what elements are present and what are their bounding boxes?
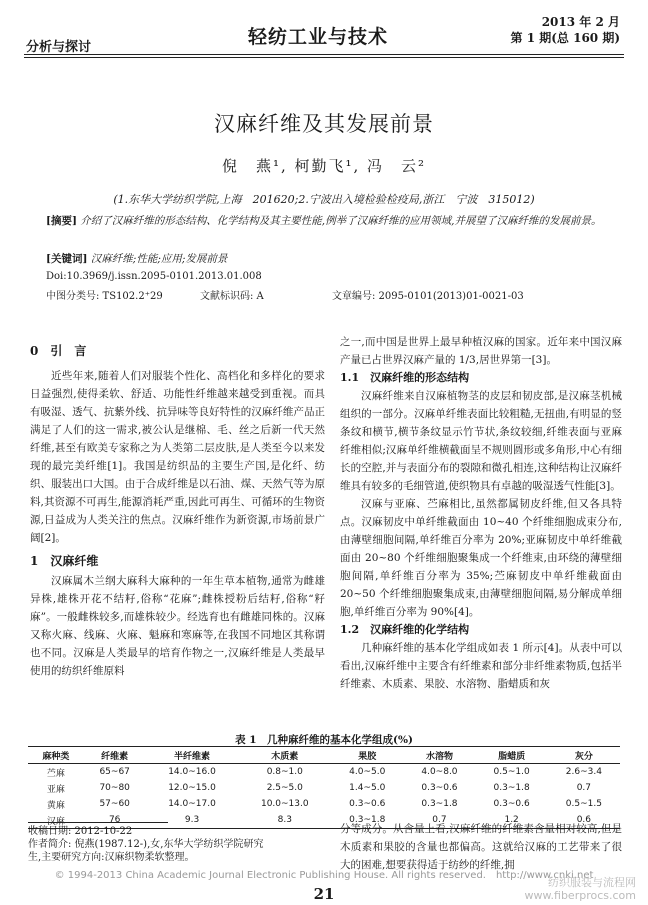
table-row (28, 796, 620, 812)
subsection-heading-1-1: 1.1 汉麻纤维的形态结构 (340, 371, 470, 384)
composition-table (28, 746, 620, 829)
table-cell: 0.5~1.5 (565, 799, 602, 809)
table-cell: 汉麻 (46, 816, 65, 827)
table-caption: 表 1 几种麻纤维的基本化学组成(%) (235, 734, 413, 746)
table-cell: 亚麻 (46, 784, 65, 795)
keywords-tag: [关键词] (46, 253, 88, 265)
left-column (30, 342, 325, 680)
column-header: 麻种类 (42, 751, 70, 762)
column-header: 木质素 (271, 751, 299, 762)
table-cell: 0.3~1.8 (493, 783, 530, 793)
keywords (46, 251, 227, 266)
paragraph: 汉麻属木兰纲大麻科大麻种的一年生草本植物,通常为雌雄异株,雄株开花不结籽,俗称“花麻”;雌株授粉后结籽,俗称“籽麻”。一般雌株较多,而雄株较少。经选育也有雌雄同株的。汉麻又称火麻、线麻、火麻、魁麻和寒麻等,在我国不同地区其称谓也不同。汉麻是人类最早的培育作物之一,汉麻纤维是人类最早使用的纺织纤维原料 (30, 575, 325, 677)
table-cell: 10.0~13.0 (260, 799, 309, 809)
table-cell: 0.3~1.8 (349, 815, 386, 825)
page-number: 21 (313, 885, 335, 903)
footnote (28, 825, 328, 864)
table-cell: 0.3~0.6 (493, 799, 530, 809)
table-row (28, 780, 620, 796)
column-header: 脂蜡质 (498, 751, 526, 762)
author-bio: 作者简介: 倪燕(1987.12-),女,东华大学纺织学院研究 (28, 839, 264, 850)
right-column (340, 333, 622, 693)
table-cell: 黄麻 (46, 800, 65, 811)
table-cell: 14.0~16.0 (168, 767, 216, 777)
table-cell: 1.2 (504, 815, 519, 825)
column-header: 半纤维素 (174, 751, 211, 762)
table-cell: 0.3~1.8 (421, 799, 458, 809)
issue-date: 2013 年 2 月 (541, 15, 620, 29)
paragraph: 分等成分。从含量上看,汉麻纤维的纤维素含量相对较高,但是木质素和果胶的含量也都偏高。这就给汉麻的工艺带来了很大的困难,想要获得适于纺纱的纤维,拥 (340, 823, 622, 871)
column-header: 果胶 (358, 751, 377, 762)
article-number: 文章编号: 2095-0101(2013)01-0021-03 (332, 291, 524, 302)
section-heading-1: 1 汉麻纤维 (30, 554, 99, 568)
paragraph: 之一,而中国是世界上最早种植汉麻的国家。近年来中国汉麻产量已占世界汉麻产量的 1/3,居世界第一[3]。 (340, 336, 622, 366)
doi: Doi:10.3969/j.issn.2095-0101.2013.01.008 (46, 271, 262, 282)
table-cell: 1.4~5.0 (349, 783, 386, 793)
issue-info (511, 14, 620, 46)
table-cell: 2.5~5.0 (266, 783, 303, 793)
table-cell: 0.7 (432, 815, 447, 825)
table-cell: 0.3~0.6 (349, 799, 386, 809)
table-cell: 0.5~1.0 (493, 767, 530, 777)
footnote-rule (28, 822, 168, 823)
paragraph: 近些年来,随着人们对服装个性化、高档化和多样化的要求日益强烈,使得柔软、舒适、功能性纤维越来越受到重视。而具有吸湿、透气、抗紫外线、抗异味等良好特性的汉麻纤维产品正满足了人们的这一需求,被公认是继棉、毛、丝之后新一代天然纤维,甚至有欧美专家称之为人类第二层皮肤,是人类至今以来发现的最完美纤维[1]。我国是纺织品的主要生产国,是化纤、纺织、服装出口大国。由于合成纤维是以石油、煤、天然气等为原料,其资源不可再生,能源消耗严重,因此可再生、可循环的生物资源,日益成为人类关注的焦点。汉麻纤维作为新资源,市场前景广阔[2]。 (30, 370, 325, 544)
abstract-text: 介绍了汉麻纤维的形态结构、化学结构及其主要性能,例举了汉麻纤维的应用领域,并展望了汉麻纤维的发展前景。 (80, 215, 602, 227)
table-cell: 57~60 (99, 799, 130, 809)
copyright-line: © 1994-2013 China Academic Journal Electronic Publishing House. All rights reserved. http://www.cnki.net (54, 870, 594, 881)
header-rule (24, 54, 624, 55)
table-cell: 65~67 (99, 767, 130, 777)
header-rule-thin (24, 57, 624, 58)
clc-number: 中图分类号: TS102.2⁺29 (46, 291, 163, 302)
table-row (28, 764, 620, 781)
table-cell: 0.3~0.6 (421, 783, 458, 793)
watermark: 纺织服装与流程网 www.fiberprocs.com (524, 876, 636, 902)
affiliation: (1.东华大学纺织学院,上海 201620;2.宁波出入境检验检疫局,浙江 宁波 315012) (113, 193, 535, 206)
author-bio-cont: 生,主要研究方向:汉麻织物柔软整理。 (28, 852, 195, 863)
received-date: 收稿日期: 2012-10-22 (28, 826, 133, 837)
keywords-text: 汉麻纤维;性能;应用;发展前景 (90, 253, 228, 265)
author-list: 倪 燕¹, 柯勤飞¹, 冯 云² (221, 157, 427, 175)
table-cell: 0.7 (576, 783, 592, 793)
table-cell: 4.0~5.0 (349, 767, 386, 777)
table-cell: 9.3 (184, 815, 200, 825)
abstract-tag: [摘要] (46, 215, 77, 227)
journal-name: 轻纺工业与技术 (248, 26, 389, 48)
table-cell: 76 (108, 815, 121, 825)
table-cell: 8.3 (277, 815, 292, 825)
paragraph: 汉麻纤维来自汉麻植物茎的皮层和韧皮部,是汉麻茎机械组织的一部分。汉麻单纤维表面比较粗糙,无扭曲,有明显的竖条纹和横节,横节条纹显示竹节状,条纹较细,纤维表面与亚麻纤维相似;汉麻单纤维横截面呈不规则圆形或多角形,中心有细长的空腔,并与表面分布的裂隙和微孔相连,这种结构让汉麻纤维具有较多的毛细管道,使织物具有卓越的吸湿透气性能[3]。 (340, 390, 622, 492)
table-cell: 0.6 (576, 815, 592, 825)
table-cell: 4.0~8.0 (421, 767, 458, 777)
article-title: 汉麻纤维及其发展前景 (214, 112, 434, 136)
table-cell: 2.6~3.4 (565, 767, 602, 777)
table-cell: 12.0~15.0 (168, 783, 216, 793)
table-cell: 苎麻 (46, 768, 65, 779)
section-label: 分析与探讨 (26, 40, 92, 55)
subsection-heading-1-2: 1.2 汉麻纤维的化学结构 (340, 623, 470, 636)
table-cell: 70~80 (99, 783, 130, 793)
issue-number: 第 1 期(总 160 期) (510, 31, 620, 45)
paragraph: 汉麻与亚麻、苎麻相比,虽然都属韧皮纤维,但又各具特点。汉麻韧皮中单纤维截面由 10~40 个纤维细胞成束分布,由薄壁细胞间隔,单纤维百分率为 20%;亚麻韧皮中单纤维截面由 20~80 个纤维细胞聚集成一个纤维束,由环绕的薄壁细胞间隔,单纤维百分率为 35%;苎麻韧皮中单纤维截面由 20~50 个纤维细胞聚集成束,由薄壁细胞间隔,易分解成单细胞,单纤维百分率为 90%[4]。 (340, 498, 622, 618)
column-header: 水溶物 (425, 751, 453, 762)
table-cell: 0.8~1.0 (266, 767, 303, 777)
abstract (46, 212, 606, 230)
table-cell: 14.0~17.0 (168, 799, 216, 809)
paragraph: 几种麻纤维的基本化学组成如表 1 所示[4]。从表中可以看出,汉麻纤维中主要含有纤维素和部分非纤维素物质,包括半纤维素、木质素、果胶、水溶物、脂蜡质和灰 (340, 642, 622, 690)
column-header: 纤维素 (101, 751, 129, 762)
table-header-row (28, 747, 620, 764)
section-heading-intro: 0 引 言 (30, 344, 87, 358)
column-header: 灰分 (574, 751, 593, 762)
document-code: 文献标识码: A (200, 291, 264, 302)
